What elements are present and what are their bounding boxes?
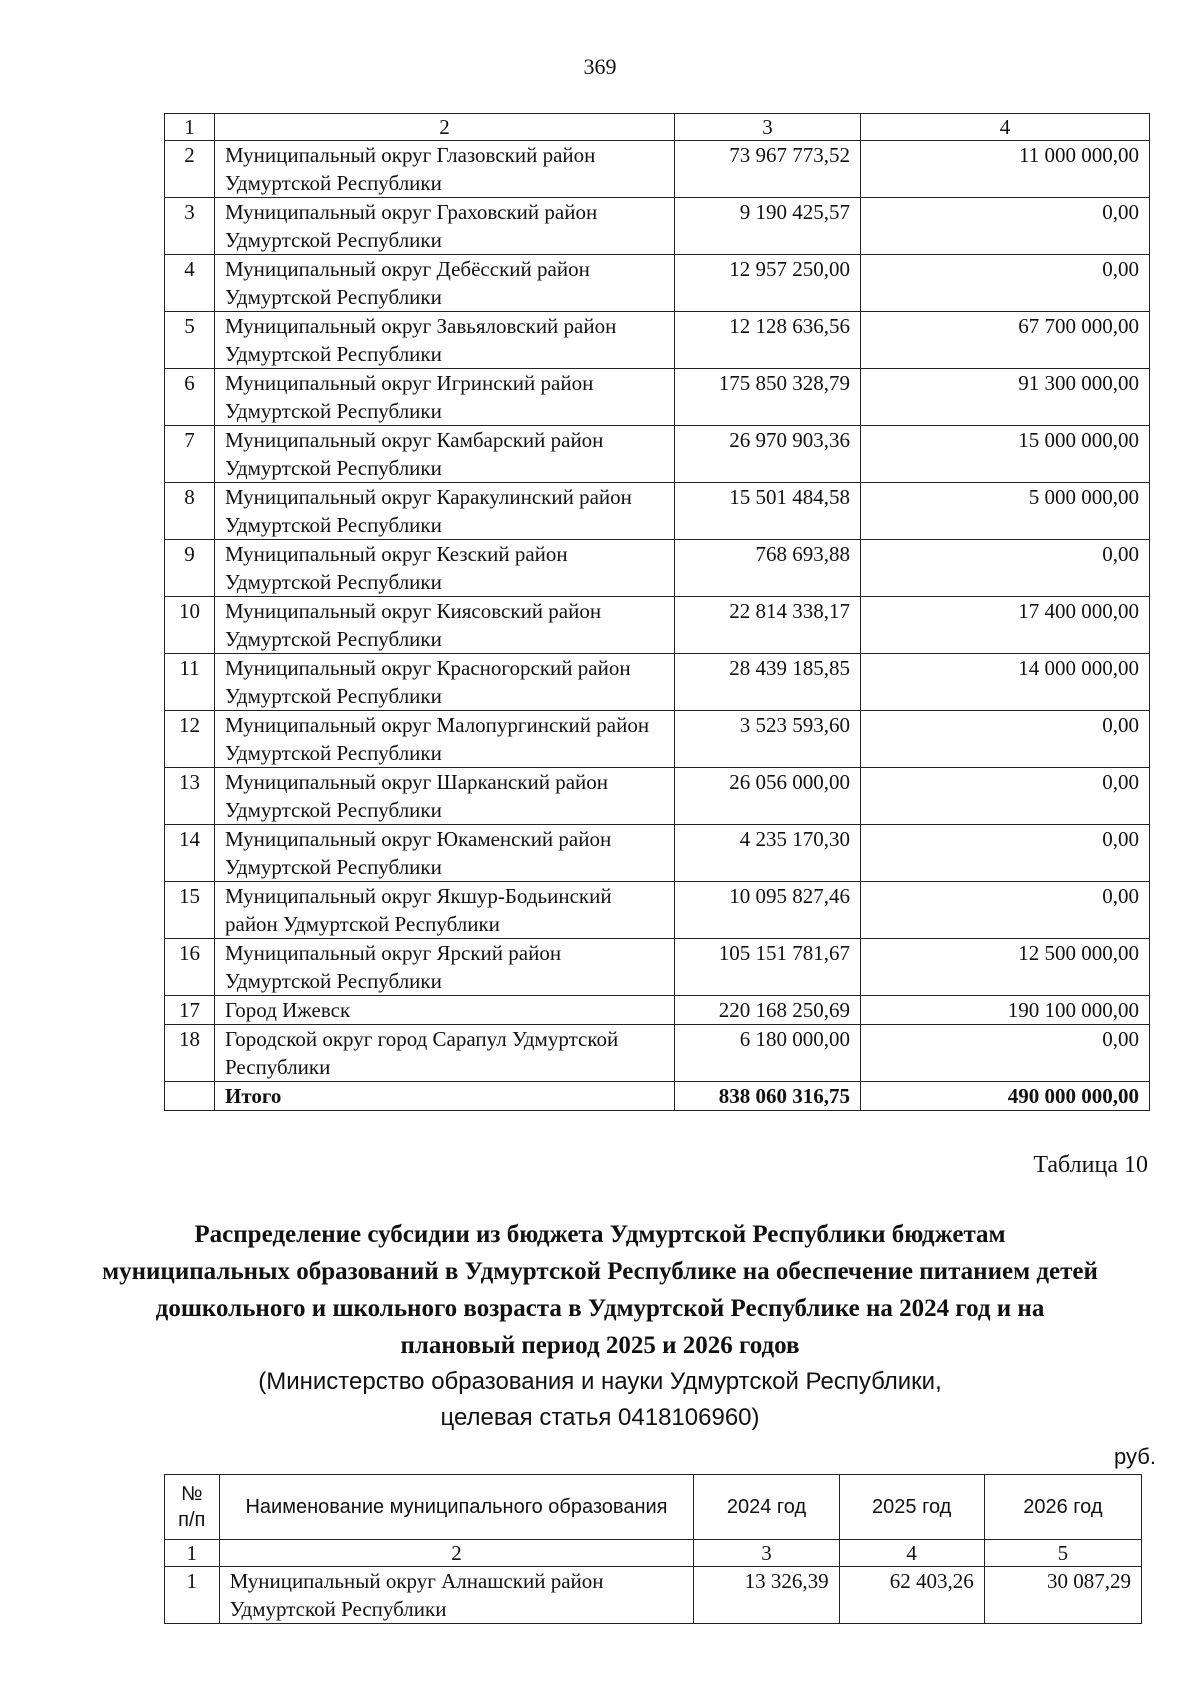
distribution-table	[164, 1474, 1142, 1624]
row-number: 2	[165, 141, 215, 198]
table-row	[165, 426, 1150, 483]
column-index: 5	[984, 1540, 1141, 1567]
currency-unit: руб.	[1114, 1444, 1156, 1469]
table-row	[165, 483, 1150, 540]
amount-col3: 26 056 000,00	[675, 768, 861, 825]
municipality-name: Муниципальный округ Дебёсский район Удмуртской Республики	[215, 255, 675, 312]
table-row	[165, 711, 1150, 768]
municipality-name: Муниципальный округ Красногорский район Удмуртской Республики	[215, 654, 675, 711]
amount-col4: 15 000 000,00	[861, 426, 1150, 483]
amount-col4: 0,00	[861, 768, 1150, 825]
row-number: 13	[165, 768, 215, 825]
row-number: 7	[165, 426, 215, 483]
amount-col3: 12 128 636,56	[675, 312, 861, 369]
amount-2025: 62 403,26	[839, 1567, 984, 1624]
amount-col4: 0,00	[861, 1025, 1150, 1082]
total-label: Итого	[215, 1082, 675, 1111]
municipality-name: Муниципальный округ Камбарский район Удмуртской Республики	[215, 426, 675, 483]
column-header-2026: 2026 год	[984, 1475, 1141, 1540]
amount-col4: 0,00	[861, 882, 1150, 939]
row-number: 6	[165, 369, 215, 426]
table-row	[165, 654, 1150, 711]
row-number: 18	[165, 1025, 215, 1082]
amount-col3: 220 168 250,69	[675, 996, 861, 1025]
amount-col3: 4 235 170,30	[675, 825, 861, 882]
amount-2026: 30 087,29	[984, 1567, 1141, 1624]
table-row	[165, 939, 1150, 996]
table-row	[165, 141, 1150, 198]
municipality-name: Муниципальный округ Юкаменский район Удмуртской Республики	[215, 825, 675, 882]
table-row	[165, 369, 1150, 426]
table-column-index-row	[165, 1540, 1142, 1567]
row-number: 16	[165, 939, 215, 996]
amount-col4: 0,00	[861, 255, 1150, 312]
table-row	[165, 255, 1150, 312]
amount-col4: 17 400 000,00	[861, 597, 1150, 654]
total-col3: 838 060 316,75	[675, 1082, 861, 1111]
amount-col3: 28 439 185,85	[675, 654, 861, 711]
row-number: 14	[165, 825, 215, 882]
amount-col3: 15 501 484,58	[675, 483, 861, 540]
row-number: 15	[165, 882, 215, 939]
empty-cell	[165, 1082, 215, 1111]
column-index: 4	[861, 114, 1150, 141]
total-col4: 490 000 000,00	[861, 1082, 1150, 1111]
amount-col3: 26 970 903,36	[675, 426, 861, 483]
column-header-2024: 2024 год	[694, 1475, 839, 1540]
municipality-name: Муниципальный округ Киясовский район Удмуртской Республики	[215, 597, 675, 654]
column-index: 2	[215, 114, 675, 141]
amount-col4: 190 100 000,00	[861, 996, 1150, 1025]
total-row	[165, 1082, 1150, 1111]
municipality-name: Муниципальный округ Малопургинский район Удмуртской Республики	[215, 711, 675, 768]
table-row	[165, 996, 1150, 1025]
amount-col4: 11 000 000,00	[861, 141, 1150, 198]
row-number: 17	[165, 996, 215, 1025]
column-index: 1	[165, 1540, 220, 1567]
column-index: 3	[694, 1540, 839, 1567]
amount-col4: 0,00	[861, 711, 1150, 768]
amount-col3: 12 957 250,00	[675, 255, 861, 312]
table-row	[165, 597, 1150, 654]
row-number: 11	[165, 654, 215, 711]
municipality-name: Город Ижевск	[215, 996, 675, 1025]
table-row	[165, 312, 1150, 369]
row-number: 4	[165, 255, 215, 312]
amount-col3: 105 151 781,67	[675, 939, 861, 996]
amount-col4: 5 000 000,00	[861, 483, 1150, 540]
column-index: 3	[675, 114, 861, 141]
subtitle-line: целевая статья 0418106960)	[440, 1404, 760, 1431]
municipality-name: Муниципальный округ Алнашский район Удмуртской Республики	[219, 1567, 694, 1624]
row-number: 9	[165, 540, 215, 597]
table-row	[165, 540, 1150, 597]
amount-col3: 175 850 328,79	[675, 369, 861, 426]
subsidy-table-continued	[164, 113, 1150, 1111]
amount-col4: 12 500 000,00	[861, 939, 1150, 996]
table-header-row	[165, 1475, 1142, 1540]
table-subtitle	[100, 1364, 1100, 1436]
column-index: 2	[219, 1540, 694, 1567]
municipality-name: Муниципальный округ Ярский район Удмуртской Республики	[215, 939, 675, 996]
table-row	[165, 198, 1150, 255]
municipality-name: Городской округ город Сарапул Удмуртской Республики	[215, 1025, 675, 1082]
column-header-name: Наименование муниципального образования	[219, 1475, 694, 1540]
row-number: 8	[165, 483, 215, 540]
amount-col3: 9 190 425,57	[675, 198, 861, 255]
amount-col3: 73 967 773,52	[675, 141, 861, 198]
amount-col3: 768 693,88	[675, 540, 861, 597]
amount-col4: 0,00	[861, 825, 1150, 882]
page-number: 369	[583, 54, 617, 79]
amount-col3: 22 814 338,17	[675, 597, 861, 654]
table-row	[165, 1567, 1142, 1624]
municipality-name: Муниципальный округ Глазовский район Удмуртской Республики	[215, 141, 675, 198]
municipality-name: Муниципальный округ Якшур-Бодьинский район Удмуртской Республики	[215, 882, 675, 939]
table-column-index-row	[165, 114, 1150, 141]
amount-2024: 13 326,39	[694, 1567, 839, 1624]
municipality-name: Муниципальный округ Каракулинский район Удмуртской Республики	[215, 483, 675, 540]
municipality-name: Муниципальный округ Граховский район Удмуртской Республики	[215, 198, 675, 255]
amount-col4: 14 000 000,00	[861, 654, 1150, 711]
municipality-name: Муниципальный округ Игринский район Удмуртской Республики	[215, 369, 675, 426]
amount-col4: 0,00	[861, 540, 1150, 597]
row-number: 1	[165, 1567, 220, 1624]
row-number: 3	[165, 198, 215, 255]
municipality-name: Муниципальный округ Шарканский район Удмуртской Республики	[215, 768, 675, 825]
amount-col3: 3 523 593,60	[675, 711, 861, 768]
table-row	[165, 825, 1150, 882]
amount-col3: 6 180 000,00	[675, 1025, 861, 1082]
row-number: 12	[165, 711, 215, 768]
column-header-2025: 2025 год	[839, 1475, 984, 1540]
column-index: 4	[839, 1540, 984, 1567]
amount-col4: 91 300 000,00	[861, 369, 1150, 426]
table-row	[165, 1025, 1150, 1082]
municipality-name: Муниципальный округ Завьяловский район Удмуртской Республики	[215, 312, 675, 369]
row-number: 10	[165, 597, 215, 654]
municipality-name: Муниципальный округ Кезский район Удмуртской Республики	[215, 540, 675, 597]
subtitle-line: (Министерство образования и науки Удмуртской Республики,	[258, 1368, 942, 1395]
amount-col4: 67 700 000,00	[861, 312, 1150, 369]
row-number: 5	[165, 312, 215, 369]
column-header-number: № п/п	[165, 1475, 220, 1540]
column-index: 1	[165, 114, 215, 141]
amount-col4: 0,00	[861, 198, 1150, 255]
amount-col3: 10 095 827,46	[675, 882, 861, 939]
table-label: Таблица 10	[1033, 1152, 1148, 1178]
table-title: Распределение субсидии из бюджета Удмуртской Республики бюджетам муниципальных образований в Удмуртской Республике на обеспечение питанием детей дошкольного и школьного возраста в Удмуртской Республике на 2024 год и на плановый период 2025 и 2026 годов	[102, 1221, 1098, 1359]
table-row	[165, 882, 1150, 939]
table-row	[165, 768, 1150, 825]
